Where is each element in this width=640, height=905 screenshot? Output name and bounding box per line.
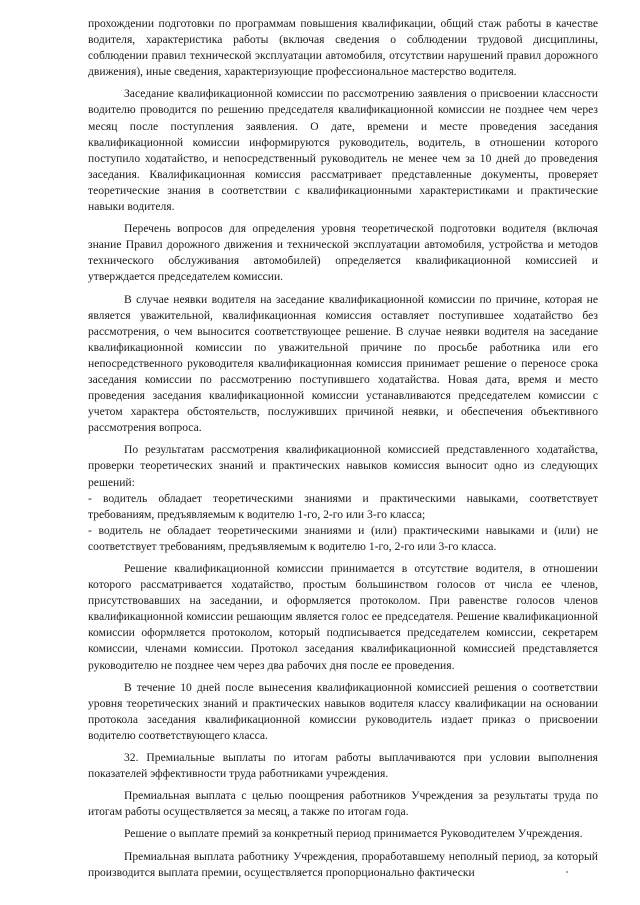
document-page: [88, 16, 598, 881]
paragraph-bonus-decision: Решение о выплате премий за конкретный период принимается Руководителем Учреждения.: [124, 827, 583, 841]
paragraph-clause-32: 32. Премиальные выплаты по итогам работы выплачиваются при условии выполнения показателей эффективности труда работниками учреждения.: [88, 751, 598, 781]
paragraph-bonus-period: Премиальная выплата с целью поощрения работников Учреждения за результаты труда по итогам работы осуществляется за месяц, а также по итогам года.: [88, 789, 598, 819]
paragraph-results: По результатам рассмотрения квалификационной комиссией представленного ходатайства, проверки теоретических знаний и практических навыков комиссия выносит одно из следующих решений:: [88, 443, 598, 489]
paragraph-partial-period: Премиальная выплата работнику Учреждения, проработавшему неполный период, за который производится выплата премии, осуществляется пропорционально фактически: [88, 849, 598, 879]
list-item-decision-positive: - водитель обладает теоретическими знаниями и практическими навыками, соответствует требованиям, предъявляемым к водителю 1-го, 2-го или 3-го класса;: [88, 491, 598, 521]
list-item-decision-negative: - водитель не обладает теоретическими знаниями и (или) практическими навыками и (или) не соответствует требованиям, предъявляемым к водителю 1-го, 2-го или 3-го класса.: [88, 523, 598, 553]
paragraph-decision: Решение квалификационной комиссии принимается в отсутствие водителя, в отношении которого рассматривается ходатайство, простым большинством голосов от числа ее членов, присутствовавших на заседании, и оформляется протоколом. При равенстве голосов членов квалификационной комиссии решающим является голос ее председателя. Решение квалификационной комиссии оформляется протоколом, который подписывается председателем комиссии, секретарем комиссии, членами комиссии. Протокол заседания квалификационной комиссией представляется руководителю не позднее чем через два рабочих дня после ее проведения.: [88, 562, 598, 672]
paragraph-continuation: прохождении подготовки по программам повышения квалификации, общий стаж работы в качестве водителя, характеристика работы (включая сведения о соблюдении трудовой дисциплины, соблюдении правил технической эксплуатации автомобиля, отсутствии нарушений правил дорожного движения), иные сведения, характеризующие профессиональное мастерство водителя.: [88, 17, 598, 79]
paragraph-meeting: Заседание квалификационной комиссии по рассмотрению заявления о присвоении классности водителю проводится по решению председателя квалификационной комиссии не позднее чем через месяц после поступления заявления. О дате, времени и месте проведения заседания квалификационной комиссии информируются руководитель, водитель, в отношении которого поступило ходатайство, и непосредственный руководитель не менее чем за 10 дней до проведения заседания. Квалификационная комиссия рассматривает представленные документы, проверяет теоретические знания в соответствии с квалификационными характеристиками и практические навыки водителя.: [88, 87, 598, 214]
scan-speck: [566, 871, 568, 873]
paragraph-order: В течение 10 дней после вынесения квалификационной комиссией решения о соответствии уровня теоретических знаний и практических навыков водителя классу квалификации на основании протокола заседания квалификационной комиссии руководитель издает приказ о присвоении водителю соответствующего класса.: [88, 680, 598, 742]
paragraph-questions: Перечень вопросов для определения уровня теоретической подготовки водителя (включая знание Правил дорожного движения и технической эксплуатации автомобиля, устройства и методов технического обслуживания автомобилей) определяется квалификационной комиссией и утверждается председателем комиссии.: [88, 222, 598, 284]
paragraph-absence: В случае неявки водителя на заседание квалификационной комиссии по причине, которая не является уважительной, квалификационная комиссия оставляет поступившее ходатайство без рассмотрения, о чем выносится соответствующее решение. В случае неявки водителя на заседание квалификационной комиссии по уважительной причине по просьбе работника или его непосредственного руководителя квалификационная комиссия принимает решение о переносе срока заседания комиссии по рассмотрению поступившего ходатайства. Новая дата, время и место проведения заседания квалификационной комиссии устанавливаются председателем комиссии с учетом характера обстоятельств, послуживших причиной неявки, и обеспечения объективного рассмотрения вопроса.: [88, 292, 598, 435]
